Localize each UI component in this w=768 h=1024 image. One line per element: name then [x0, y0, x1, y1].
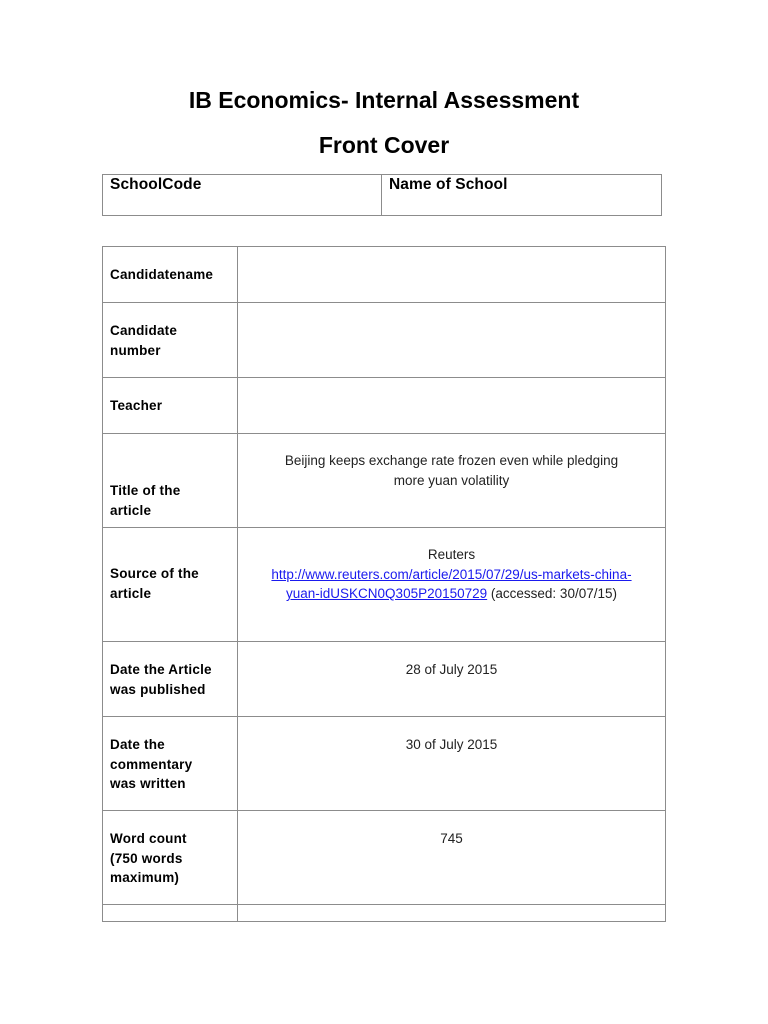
article-title-label	[103, 434, 238, 528]
candidate-number-row	[103, 303, 666, 378]
published-date-label-line2: was published	[110, 681, 206, 697]
article-source-label-line2: article	[110, 585, 152, 601]
candidate-number-value	[238, 303, 666, 378]
candidate-name-label: Candidatename	[103, 247, 238, 303]
candidate-name-row	[103, 247, 666, 303]
candidate-number-label	[103, 303, 238, 378]
word-count-label-line1: Word count	[110, 831, 187, 846]
article-title-value	[238, 434, 666, 528]
candidate-number-label-line1: Candidate	[110, 323, 178, 338]
published-date-label	[103, 642, 238, 717]
published-date-label-line1: Date the Article	[110, 662, 212, 677]
school-row	[103, 175, 662, 216]
source-accessed: (accessed: 30/07/15)	[487, 586, 617, 601]
word-count-label	[103, 811, 238, 905]
published-date-row	[103, 642, 666, 717]
article-source-label	[103, 528, 238, 642]
word-count-value: 745	[238, 811, 666, 905]
article-title-label-line1: Title of the	[110, 483, 181, 498]
published-date-value: 28 of July 2015	[238, 642, 666, 717]
article-title-value-line1: Beijing keeps exchange rate frozen even while pledging	[284, 453, 619, 468]
word-count-label-line2: (750 words	[110, 850, 183, 866]
article-source-label-line1: Source of the	[110, 566, 199, 581]
school-table	[102, 174, 662, 216]
candidate-name-value	[238, 247, 666, 303]
document-title: IB Economics- Internal Assessment	[188, 87, 580, 113]
word-count-label-line3: maximum)	[110, 870, 180, 885]
written-date-label	[103, 717, 238, 811]
empty-row	[103, 905, 666, 922]
source-url-line1: http://www.reuters.com/article/2015/07/29/us-markets-china-	[271, 566, 632, 582]
school-name-cell: Name of School	[382, 175, 662, 216]
candidate-number-label-line2: number	[110, 342, 161, 358]
empty-label-cell	[103, 905, 238, 922]
source-publisher: Reuters	[427, 547, 476, 562]
written-date-label-line3: was written	[110, 776, 186, 791]
written-date-label-line2: commentary	[110, 756, 193, 772]
teacher-row	[103, 378, 666, 434]
candidate-table	[102, 246, 666, 922]
article-source-row	[103, 528, 666, 642]
document-subtitle: Front Cover	[318, 132, 450, 158]
written-date-label-line1: Date the	[110, 737, 165, 752]
source-url-line2: yuan-idUSKCN0Q305P20150729	[286, 586, 488, 601]
article-source-value	[238, 528, 666, 642]
school-code-cell: SchoolCode	[103, 175, 382, 216]
article-title-label-line2: article	[110, 502, 152, 518]
written-date-row	[103, 717, 666, 811]
article-title-value-line2: more yuan volatility	[393, 472, 510, 488]
empty-value-cell	[238, 905, 666, 922]
article-title-row	[103, 434, 666, 528]
teacher-value	[238, 378, 666, 434]
word-count-row	[103, 811, 666, 905]
teacher-label: Teacher	[103, 378, 238, 434]
written-date-value: 30 of July 2015	[238, 717, 666, 811]
